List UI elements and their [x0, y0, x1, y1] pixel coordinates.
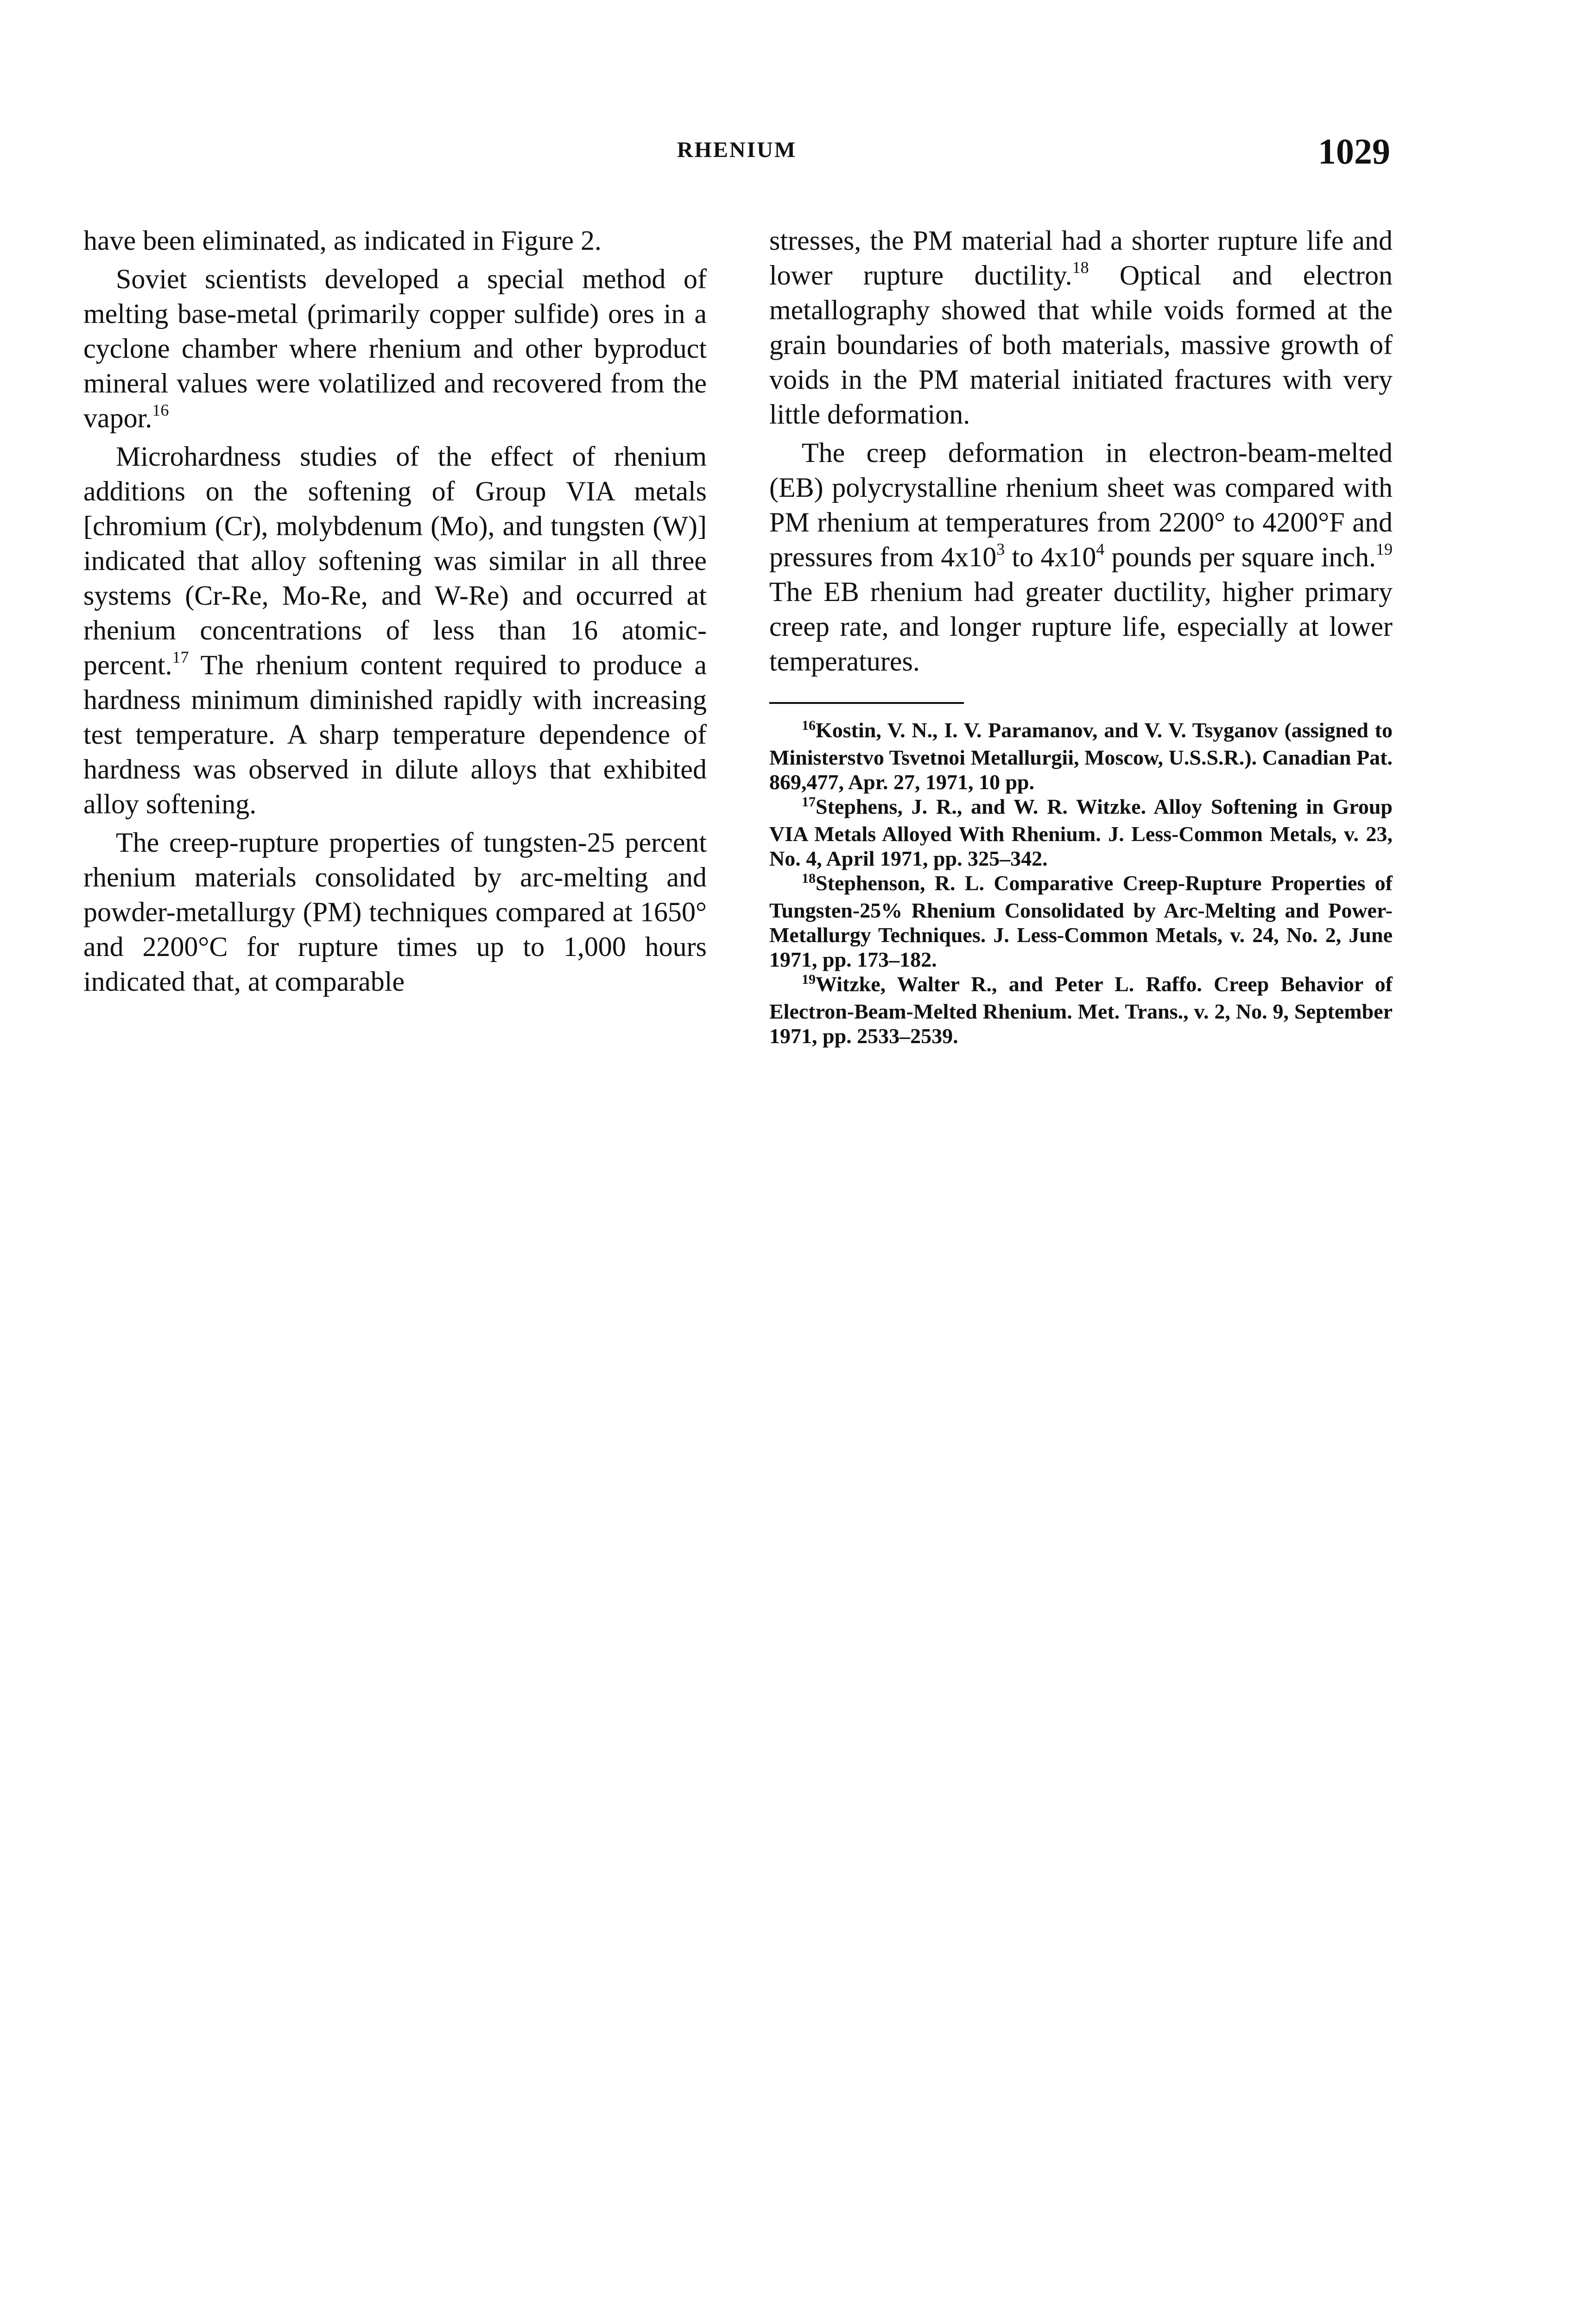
footnote-number: 19: [802, 972, 816, 987]
page-number: 1029: [1318, 131, 1390, 171]
exponent: 4: [1096, 540, 1105, 558]
paragraph: [83, 262, 707, 436]
footnote: [769, 972, 1393, 1048]
body-columns: [83, 223, 1393, 1289]
footnote-ref: 18: [1072, 258, 1089, 277]
footnote-text: Stephenson, R. L. Comparative Creep-Rupture Properties of Tungsten-25% Rhenium Consolidated by Arc-Melting and Power-Metallurgy Techniques. J. Less-Common Metals, v. 24, No. 2, June 1971, pp. 173–182.: [769, 871, 1393, 971]
footnote: [769, 794, 1393, 871]
exponent: 3: [996, 540, 1005, 558]
page-header: [83, 131, 1390, 186]
footnote: [769, 718, 1393, 794]
footnote-number: 16: [802, 718, 816, 733]
paragraph-text: The creep deformation in electron-beam-melted (EB) polycrystalline rhenium sheet was compared with PM rhenium at temperatures from 2200° to 4200°F and pressures from 4x10: [769, 437, 1393, 572]
paragraph-text: The rhenium content required to produce a hardness minimum diminished rapidly with increasing test temperature. A sharp temperature dependence of hardness was observed in dilute alloys that exhibited alloy softening.: [83, 650, 707, 819]
footnote-text: Stephens, J. R., and W. R. Witzke. Alloy Softening in Group VIA Metals Alloyed With Rhenium. J. Less-Common Metals, v. 23, No. 4, April 1971, pp. 325–342.: [769, 795, 1393, 870]
footnote-number: 17: [802, 794, 816, 810]
paragraph-text: have been eliminated, as indicated in Figure 2.: [83, 225, 602, 256]
paragraph: [769, 223, 1393, 432]
footnote-number: 18: [802, 871, 816, 886]
paragraph-text: Optical and electron metallography showed that while voids formed at the grain boundaries of both materials, massive growth of voids in the PM material initiated fractures with very little deformation.: [769, 260, 1393, 430]
footnote: [769, 871, 1393, 972]
footnote-text: Kostin, V. N., I. V. Paramanov, and V. V. Tsyganov (assigned to Ministerstvo Tsvetnoi Metallurgii, Moscow, U.S.S.R.). Canadian Pat. 869,477, Apr. 27, 1971, 10 pp.: [769, 718, 1393, 794]
footnote-divider: [769, 702, 964, 704]
paragraph-text: The creep-rupture properties of tungsten-25 percent rhenium materials consolidated by arc-melting and powder-metallurgy (PM) techniques compared at 1650° and 2200°C for rupture times up to 1,000 hours indicated that, at comparable: [83, 827, 707, 997]
paragraph-text: Soviet scientists developed a special method of melting base-metal (primarily copper sulfide) ores in a cyclone chamber where rhenium and other byproduct mineral values were volatilized and recovered from the vapor.: [83, 264, 707, 433]
paragraph-text: stresses, the PM material had a shorter rupture life and lower rupture ductility.: [769, 225, 1393, 291]
footnote-ref: 16: [152, 401, 169, 419]
footnotes: [769, 718, 1393, 1048]
right-column: [769, 223, 1393, 1048]
paragraph: [83, 439, 707, 822]
footnote-text: Witzke, Walter R., and Peter L. Raffo. Creep Behavior of Electron-Beam-Melted Rhenium. Met. Trans., v. 2, No. 9, September 1971, pp. 2533–2539.: [769, 972, 1393, 1048]
footnote-ref: 17: [172, 648, 189, 666]
paragraph: [769, 436, 1393, 679]
running-title: RHENIUM: [677, 138, 797, 162]
paragraph: [83, 223, 707, 258]
paragraph: [83, 825, 707, 999]
paragraph-text: The EB rhenium had greater ductility, higher primary creep rate, and longer rupture life, especially at lower temperatures.: [769, 576, 1393, 677]
paragraph-text: pounds per square inch.: [1104, 542, 1376, 572]
left-column: [83, 223, 707, 1003]
footnote-ref: 19: [1376, 540, 1393, 558]
paragraph-text: to 4x10: [1005, 542, 1096, 572]
paragraph-text: Microhardness studies of the effect of rhenium additions on the softening of Group VIA metals [chromium (Cr), molybdenum (Mo), and tungsten (W)] indicated that alloy softening was similar in all three systems (Cr-Re, Mo-Re, and W-Re) and occurred at rhenium concentrations of less than 16 atomic-percent.: [83, 441, 707, 680]
